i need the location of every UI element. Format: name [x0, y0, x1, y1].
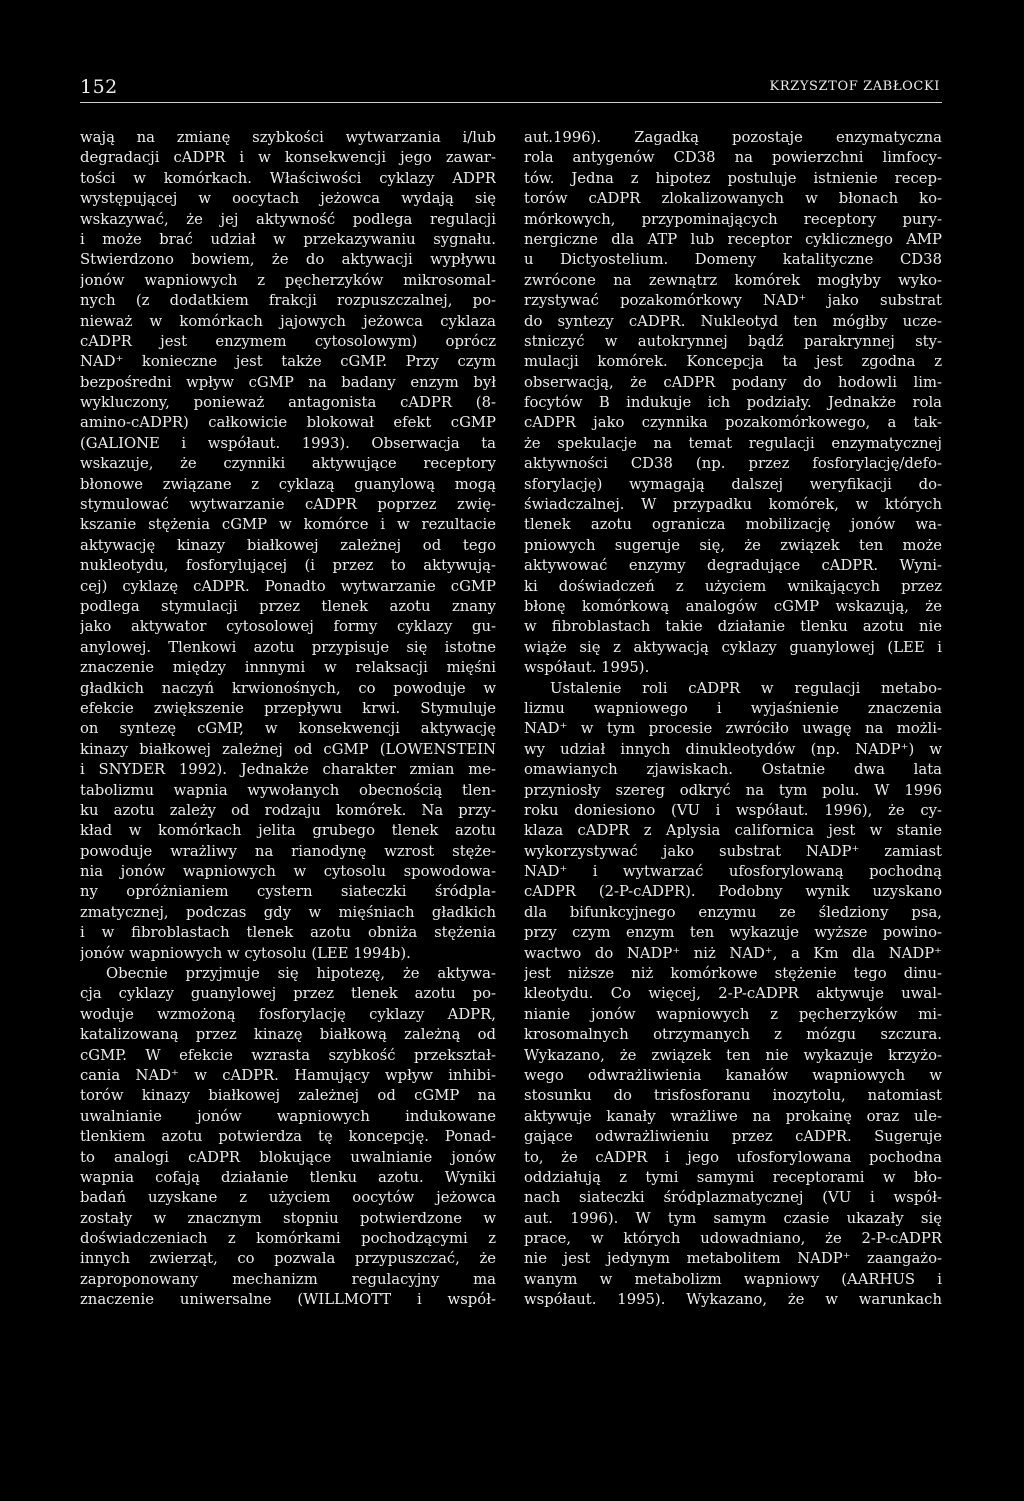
text-line: oddziałują z tymi samymi receptorami w bło-: [524, 1168, 942, 1186]
text-line: wają na zmianę szybkości wytwarzania i/lub: [80, 129, 496, 146]
text-line: wanym w metabolizm wapniowy (AARHUS i: [524, 1270, 942, 1288]
text-line: stosunku do trisfosforanu inozytolu, natomiast: [524, 1087, 942, 1105]
text-line: aktywację kinazy białkowej zależnej od tego: [80, 536, 496, 554]
text-line: wactwo do NADP⁺ niż NAD⁺, a Km dla NADP⁺: [524, 944, 942, 962]
text-line: mulacji komórek. Koncepcja ta jest zgodna z: [524, 353, 942, 371]
text-line: występującej w oocytach jeżowca wydają się: [80, 190, 496, 208]
text-line: zaproponowany mechanizm regulacyjny ma: [80, 1270, 496, 1288]
text-line: lizmu wapniowego i wyjaśnienie znaczenia: [524, 699, 942, 717]
text-line: NAD⁺ konieczne jest także cGMP. Przy czym: [80, 353, 496, 371]
text-line: katalizowaną przez kinazę białkową zależną od: [80, 1026, 496, 1044]
text-line: znaczenie między innnymi w relaksacji mięśni: [80, 659, 496, 677]
text-line: znaczenie uniwersalne (WILLMOTT i współ-: [80, 1291, 496, 1309]
text-line: dla bifunkcyjnego enzymu ze śledziony psa,: [524, 903, 942, 921]
text-line: mórkowych, przypominających receptory pury-: [524, 210, 942, 228]
text-line: przyniosły szereg odkryć na tym polu. W 1996: [524, 781, 942, 799]
text-line: aktywuje kanały wrażliwe na prokainę oraz ule-: [524, 1107, 942, 1125]
text-line: cania NAD⁺ w cADPR. Hamujący wpływ inhibi-: [80, 1066, 496, 1084]
right-text-column: [524, 128, 942, 1311]
text-line: cADPR jest enzymem cytosolowym) oprócz: [80, 332, 496, 350]
text-line: focytów B indukuje ich podziały. Jednakże rola: [524, 394, 942, 412]
page-number: 152: [80, 76, 118, 98]
text-line: współaut. 1995). Wykazano, że w warunkach: [524, 1291, 942, 1309]
text-line: kinazy białkowej zależnej od cGMP (LOWENSTEIN: [80, 740, 496, 758]
text-line: do syntezy cADPR. Nukleotyd ten mógłby ucze-: [524, 312, 942, 330]
text-line: ku azotu zależy od rodzaju komórek. Na przy-: [80, 801, 496, 819]
left-text-column: [80, 128, 496, 1311]
text-line: roku doniesiono (VU i współaut. 1996), że cy-: [524, 801, 942, 819]
text-line: to analogi cADPR blokujące uwalnianie jonów: [80, 1148, 496, 1166]
text-line: wskazywać, że jej aktywność podlega regulacji: [80, 210, 496, 228]
text-line: gładkich naczyń krwionośnych, co powoduje w: [80, 679, 496, 697]
text-line: kleotydu. Co więcej, 2-P-cADPR aktywuje uwal-: [524, 985, 942, 1003]
text-line: cej) cyklazę cADPR. Ponadto wytwarzanie cGMP: [80, 577, 496, 595]
text-line: cja cyklazy guanylowej przez tlenek azotu po-: [80, 985, 496, 1003]
text-line: woduje wzmożoną fosforylację cyklazy ADPR,: [80, 1005, 496, 1023]
text-line: wiąże się z aktywacją cyklazy guanylowej (LEE i: [524, 638, 942, 656]
text-line: Obecnie przyjmuje się hipotezę, że aktywa-: [106, 965, 496, 983]
text-line: anylowej. Tlenkowi azotu przypisuje się istotne: [80, 638, 496, 656]
text-line: zostały w znacznym stopniu potwierdzone w: [80, 1209, 496, 1227]
text-line: kład w komórkach jelita grubego tlenek azotu: [80, 822, 496, 840]
text-line: cADPR (2-P-cADPR). Podobny wynik uzyskano: [524, 883, 942, 901]
text-line: tości w komórkach. Właściwości cyklazy ADPR: [80, 169, 496, 187]
text-line: pniowych sugeruje się, że związek ten może: [524, 536, 942, 554]
text-line: przy czym enzym ten wykazuje wyższe powino-: [524, 924, 942, 942]
text-line: nych (z dodatkiem frakcji rozpuszczalnej, po-: [80, 292, 496, 310]
text-line: torów cADPR zlokalizowanych w błonach ko-: [524, 190, 942, 208]
text-line: współaut. 1995).: [524, 659, 650, 677]
text-line: jonów wapniowych w cytosolu (LEE 1994b).: [80, 944, 411, 962]
text-line: NAD⁺ w tym procesie zwróciło uwagę na możli-: [524, 720, 942, 738]
text-line: kszanie stężenia cGMP w komórce i w rezultacie: [80, 516, 496, 534]
text-line: gające odwrażliwieniu przez cADPR. Sugeruje: [524, 1128, 942, 1146]
text-line: aktywować enzymy degradujące cADPR. Wyni-: [524, 557, 942, 575]
text-line: NAD⁺ i wytwarzać ufosforylowaną pochodną: [524, 863, 942, 881]
text-line: błonę komórkową analogów cGMP wskazują, że: [524, 597, 942, 615]
text-line: stniczyć w autokrynnej bądź parakrynnej sty-: [524, 332, 942, 350]
text-line: cADPR jako czynnika pozakomórkowego, a tak-: [524, 414, 942, 432]
text-line: zwrócone na zewnątrz komórek mogłyby wyko-: [524, 271, 942, 289]
text-line: on syntezę cGMP, w konsekwencji aktywację: [80, 720, 496, 738]
text-line: aktywności CD38 (np. przez fosforylację/defo-: [524, 455, 942, 473]
text-line: powoduje wrażliwy na rianodynę wzrost stęże-: [80, 842, 496, 860]
text-line: amino-cADPR) całkowicie blokował efekt cGMP: [80, 414, 496, 432]
text-line: klaza cADPR z Aplysia californica jest w stanie: [524, 822, 942, 840]
text-line: i SNYDER 1992). Jednakże charakter zmian me-: [80, 761, 496, 779]
text-line: nianie jonów wapniowych z pęcherzyków mi-: [524, 1005, 942, 1023]
text-line: Stwierdzono bowiem, że do aktywacji wypływu: [80, 251, 496, 269]
text-line: nieważ w komórkach jajowych jeżowca cyklaza: [80, 312, 496, 330]
text-line: omawianych zjawiskach. Ostatnie dwa lata: [524, 761, 942, 779]
text-line: doświadczeniach z komórkami pochodzącymi z: [80, 1230, 496, 1248]
text-line: nergiczne dla ATP lub receptor cyklicznego AMP: [524, 230, 942, 248]
text-line: wy udział innych dinukleotydów (np. NADP⁺) w: [524, 740, 942, 758]
text-line: jako aktywator cytosolowej formy cyklazy gu-: [80, 618, 496, 636]
text-line: wskazuje, że czynniki aktywujące receptory: [80, 455, 496, 473]
text-line: Ustalenie roli cADPR w regulacji metabo-: [550, 679, 942, 697]
text-line: badań uzyskane z użyciem oocytów jeżowca: [80, 1189, 496, 1207]
text-line: że spekulacje na temat regulacji enzymatycznej: [524, 434, 942, 452]
text-line: tabolizmu wapnia wywołanych obecnością tlen-: [80, 781, 496, 799]
text-line: krosomalnych otrzymanych z mózgu szczura.: [524, 1026, 942, 1044]
text-line: cGMP. W efekcie wzrasta szybkość przekształ-: [80, 1046, 496, 1064]
text-line: wykluczony, ponieważ antagonista cADPR (8-: [80, 394, 496, 412]
text-line: świadczalnej. W przypadku komórek, w których: [524, 496, 942, 514]
page-header: [80, 76, 942, 103]
text-line: w fibroblastach takie działanie tlenku azotu nie: [524, 618, 942, 636]
text-line: nukleotydu, fosforylującej (i przez to aktywują-: [80, 557, 496, 575]
text-line: tów. Jedna z hipotez postuluje istnienie recep-: [524, 169, 942, 187]
text-line: ny opróżnianiem cystern siateczki śródpla-: [80, 883, 496, 901]
text-line: nia jonów wapniowych w cytosolu spowodowa-: [80, 863, 496, 881]
text-line: aut. 1996). W tym samym czasie ukazały się: [524, 1209, 942, 1227]
text-line: efekcie zwiększenie przepływu krwi. Stymuluje: [80, 699, 496, 717]
text-line: i może brać udział w przekazywaniu sygnału.: [80, 230, 496, 248]
text-line: ki doświadczeń z użyciem wnikających przez: [524, 577, 942, 595]
text-line: wykorzystywać jako substrat NADP⁺ zamiast: [524, 842, 942, 860]
text-line: degradacji cADPR i w konsekwencji jego zawar-: [80, 149, 496, 167]
text-line: wapnia cofają działanie tlenku azotu. Wyniki: [80, 1168, 496, 1186]
text-line: prace, w których udowadniano, że 2-P-cADPR: [524, 1230, 942, 1248]
text-line: podlega stymulacji przez tlenek azotu znany: [80, 597, 496, 615]
text-line: rzystywać pozakomórkowy NAD⁺ jako substrat: [524, 292, 942, 310]
text-line: rola antygenów CD38 na powierzchni limfocy-: [524, 149, 942, 167]
text-line: (GALIONE i współaut. 1993). Obserwacja ta: [80, 434, 496, 452]
text-line: tlenek azotu ogranicza mobilizację jonów wa-: [524, 516, 942, 534]
running-head: KRZYSZTOF ZABŁOCKI: [769, 79, 940, 94]
text-line: tlenkiem azotu potwierdza tę koncepcję. Ponad-: [80, 1128, 496, 1146]
text-line: nie jest jedynym metabolitem NADP⁺ zaangażo-: [524, 1250, 942, 1268]
text-line: jest niższe niż komórkowe stężenie tego dinu-: [524, 965, 942, 983]
text-line: sforylację) wymagają dalszej weryfikacji do-: [524, 475, 942, 493]
text-line: innych zwierząt, co pozwala przypuszczać, że: [80, 1250, 496, 1268]
text-line: aut.1996). Zagadką pozostaje enzymatyczna: [524, 129, 942, 146]
text-line: Wykazano, że związek ten nie wykazuje krzyżo-: [524, 1046, 942, 1064]
text-line: uwalnianie jonów wapniowych indukowane: [80, 1107, 496, 1125]
text-line: u Dictyostelium. Domeny katalityczne CD38: [524, 251, 942, 269]
text-line: to, że cADPR i jego ufosforylowana pochodna: [524, 1148, 942, 1166]
text-line: bezpośredni wpływ cGMP na badany enzym był: [80, 373, 496, 391]
text-line: torów kinazy białkowej zależnej od cGMP na: [80, 1087, 496, 1105]
text-line: nach siateczki śródplazmatycznej (VU i współ-: [524, 1189, 942, 1207]
text-line: błonowe związane z cyklazą guanylową mogą: [80, 475, 496, 493]
text-line: wego odwrażliwienia kanałów wapniowych w: [524, 1066, 942, 1084]
text-line: jonów wapniowych z pęcherzyków mikrosomal-: [80, 271, 496, 289]
text-line: obserwacją, że cADPR podany do hodowli lim-: [524, 373, 942, 391]
text-line: i w fibroblastach tlenek azotu obniża stężenia: [80, 924, 496, 942]
text-line: stymulować wytwarzanie cADPR poprzez zwię-: [80, 496, 496, 514]
text-line: zmatycznej, podczas gdy w mięśniach gładkich: [80, 903, 496, 921]
